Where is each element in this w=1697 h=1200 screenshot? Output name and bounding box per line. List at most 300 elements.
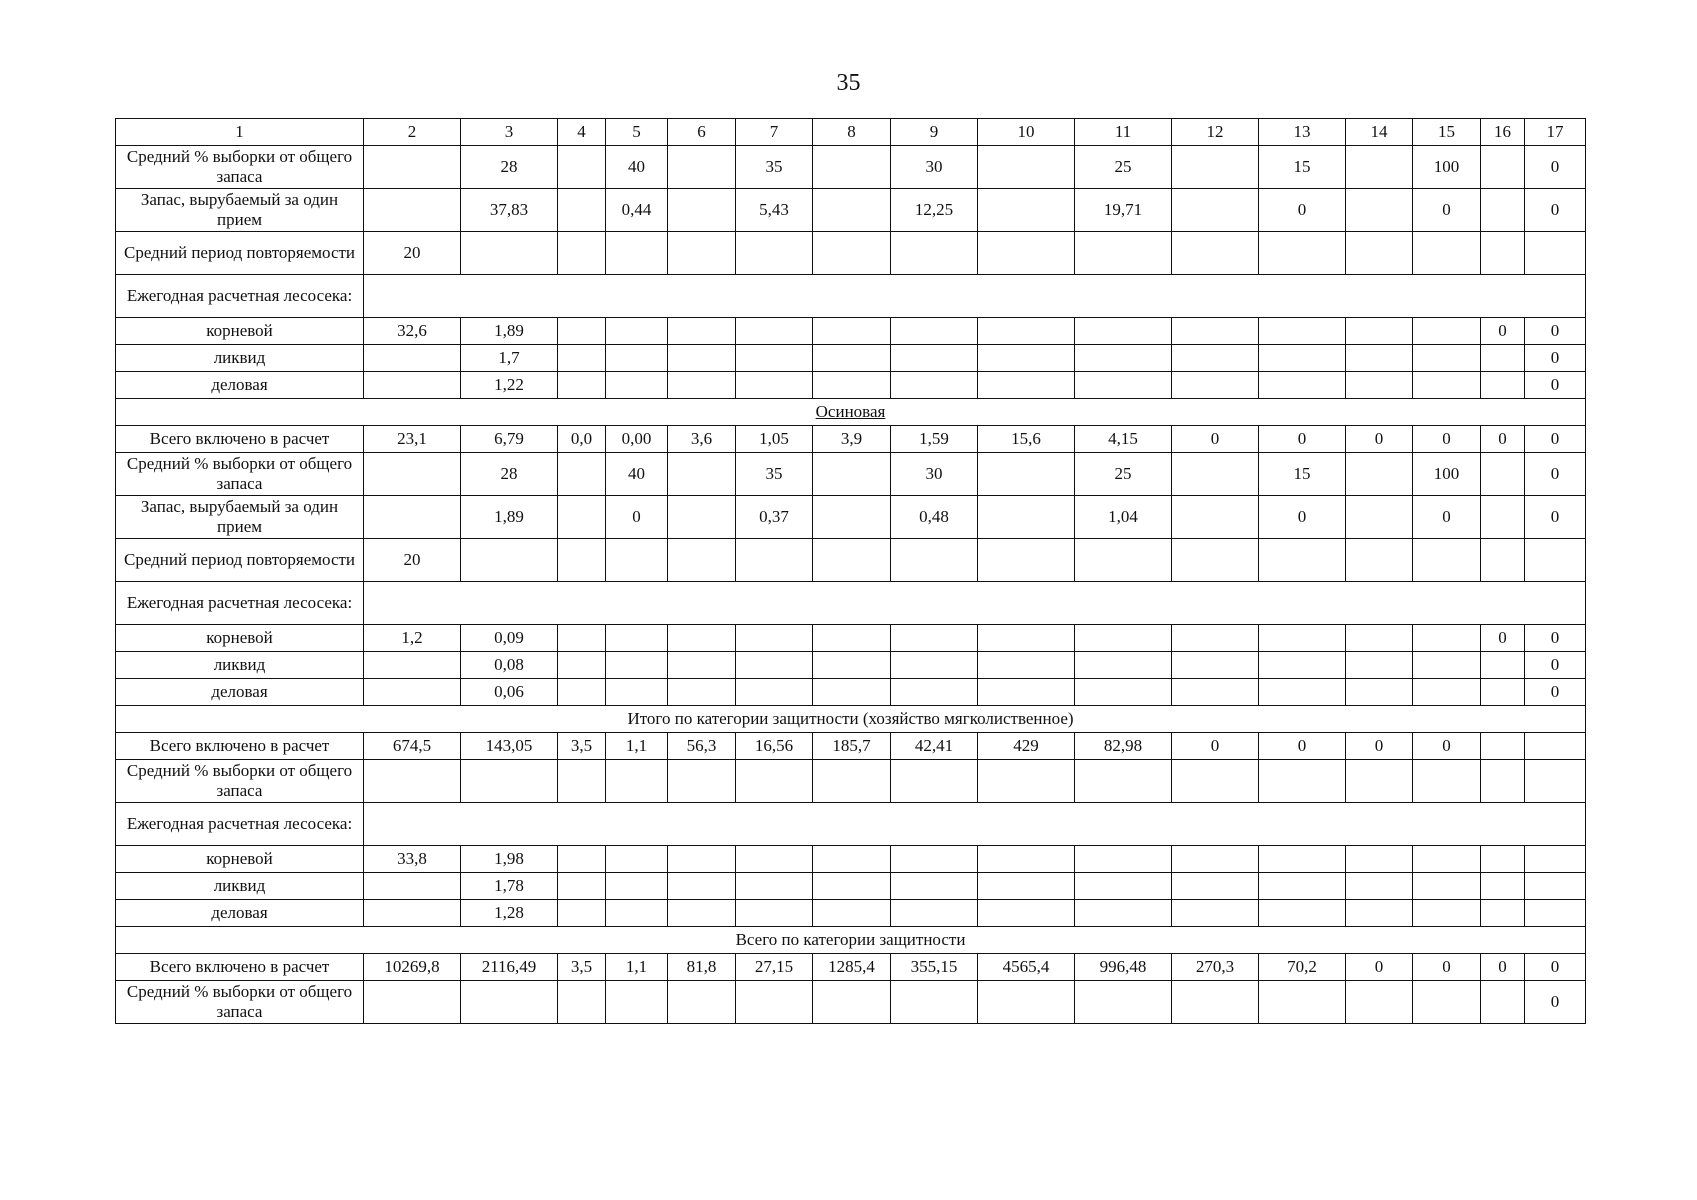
- table-cell: 0: [1413, 733, 1481, 760]
- table-cell: 1,78: [461, 873, 558, 900]
- row-label: Ежегодная расчетная лесосека:: [116, 275, 364, 318]
- table-cell: [1481, 846, 1525, 873]
- table-cell: [668, 372, 736, 399]
- table-cell: [1413, 625, 1481, 652]
- table-cell: 56,3: [668, 733, 736, 760]
- table-cell: [461, 539, 558, 582]
- table-cell: [1413, 760, 1481, 803]
- table-cell: [891, 625, 978, 652]
- table-cell: [1346, 679, 1413, 706]
- table-row: [116, 453, 1586, 496]
- row-label: ликвид: [116, 873, 364, 900]
- table-cell: 12,25: [891, 189, 978, 232]
- column-number-7: 7: [736, 119, 813, 146]
- table-cell: [1346, 652, 1413, 679]
- table-cell: [1259, 345, 1346, 372]
- table-cell: [1259, 318, 1346, 345]
- table-cell: [1172, 453, 1259, 496]
- table-cell: [461, 981, 558, 1024]
- column-number-2: 2: [364, 119, 461, 146]
- table-cell: [1346, 496, 1413, 539]
- table-cell: [668, 189, 736, 232]
- table-cell: 5,43: [736, 189, 813, 232]
- table-cell: [1259, 846, 1346, 873]
- table-cell: [364, 496, 461, 539]
- table-cell: 0: [1172, 733, 1259, 760]
- table-cell: [1413, 652, 1481, 679]
- table-cell: 82,98: [1075, 733, 1172, 760]
- row-label: Средний период повторяемости: [116, 232, 364, 275]
- table-cell: 6,79: [461, 426, 558, 453]
- table-cell: [736, 345, 813, 372]
- row-label: Всего включено в расчет: [116, 954, 364, 981]
- table-cell: [1346, 539, 1413, 582]
- table-cell: 1,7: [461, 345, 558, 372]
- table-cell: [558, 873, 606, 900]
- table-cell: [606, 318, 668, 345]
- table-cell: [1172, 539, 1259, 582]
- table-cell: [1172, 345, 1259, 372]
- table-cell: 0,00: [606, 426, 668, 453]
- table-cell: 0: [1525, 426, 1586, 453]
- table-cell: 100: [1413, 453, 1481, 496]
- column-number-8: 8: [813, 119, 891, 146]
- table-cell: [364, 760, 461, 803]
- table-cell: [606, 625, 668, 652]
- table-cell: [668, 760, 736, 803]
- table-cell: 19,71: [1075, 189, 1172, 232]
- table-cell: 25: [1075, 453, 1172, 496]
- table-cell: [668, 345, 736, 372]
- section-heading: Осиновая: [815, 402, 886, 421]
- table-cell: 0: [1413, 496, 1481, 539]
- table-cell: [1525, 760, 1586, 803]
- table-cell: [813, 900, 891, 927]
- table-cell: [978, 318, 1075, 345]
- table-cell: [1346, 318, 1413, 345]
- table-cell: 25: [1075, 146, 1172, 189]
- section-row: [116, 927, 1586, 954]
- table-cell: [813, 318, 891, 345]
- table-body: [116, 119, 1586, 1024]
- table-cell: [891, 846, 978, 873]
- column-number-3: 3: [461, 119, 558, 146]
- table-cell: 4,15: [1075, 426, 1172, 453]
- table-cell: 32,6: [364, 318, 461, 345]
- table-cell: [1525, 733, 1586, 760]
- table-cell: [1413, 679, 1481, 706]
- header-row: [116, 119, 1586, 146]
- table-cell: [1259, 981, 1346, 1024]
- merged-empty-cell: [364, 582, 1586, 625]
- table-cell: [1075, 372, 1172, 399]
- table-cell: [813, 981, 891, 1024]
- table-cell: [978, 900, 1075, 927]
- table-cell: [1346, 760, 1413, 803]
- table-cell: 0: [1346, 426, 1413, 453]
- table-cell: 0,0: [558, 426, 606, 453]
- table-cell: [1481, 232, 1525, 275]
- table-cell: [1075, 652, 1172, 679]
- table-cell: [558, 372, 606, 399]
- table-cell: 35: [736, 453, 813, 496]
- forest-stock-table: [115, 118, 1586, 1024]
- column-number-1: 1: [116, 119, 364, 146]
- table-cell: 0: [1413, 426, 1481, 453]
- table-cell: 3,9: [813, 426, 891, 453]
- table-cell: 0: [1481, 318, 1525, 345]
- table-row: [116, 760, 1586, 803]
- table-cell: [1346, 846, 1413, 873]
- row-label: Средний % выборки от общего запаса: [116, 453, 364, 496]
- table-cell: 16,56: [736, 733, 813, 760]
- table-cell: [606, 900, 668, 927]
- table-cell: [558, 345, 606, 372]
- table-cell: [813, 760, 891, 803]
- section-heading-cell: [116, 927, 1586, 954]
- table-cell: 4565,4: [978, 954, 1075, 981]
- table-cell: 40: [606, 146, 668, 189]
- table-cell: [1481, 496, 1525, 539]
- table-cell: [364, 679, 461, 706]
- table-row: [116, 372, 1586, 399]
- table-cell: 185,7: [813, 733, 891, 760]
- table-cell: [978, 652, 1075, 679]
- table-cell: [978, 873, 1075, 900]
- table-cell: [668, 846, 736, 873]
- table-cell: 0: [1525, 372, 1586, 399]
- table-cell: 0: [1525, 345, 1586, 372]
- table-cell: [668, 318, 736, 345]
- table-cell: [1172, 372, 1259, 399]
- table-cell: [1172, 679, 1259, 706]
- row-label: Средний % выборки от общего запаса: [116, 146, 364, 189]
- table-cell: [1525, 873, 1586, 900]
- table-cell: [736, 232, 813, 275]
- table-cell: 0: [1481, 954, 1525, 981]
- section-row: [116, 399, 1586, 426]
- table-cell: 15,6: [978, 426, 1075, 453]
- table-cell: 0,09: [461, 625, 558, 652]
- column-number-9: 9: [891, 119, 978, 146]
- row-label: деловая: [116, 679, 364, 706]
- table-cell: [1481, 760, 1525, 803]
- table-cell: 20: [364, 539, 461, 582]
- table-cell: [668, 652, 736, 679]
- table-row: [116, 189, 1586, 232]
- table-cell: [364, 372, 461, 399]
- table-cell: [736, 846, 813, 873]
- table-cell: [736, 625, 813, 652]
- table-cell: 0,08: [461, 652, 558, 679]
- row-label: Запас, вырубаемый за один прием: [116, 189, 364, 232]
- table-cell: 3,6: [668, 426, 736, 453]
- table-cell: [891, 652, 978, 679]
- table-cell: [978, 496, 1075, 539]
- table-cell: [668, 146, 736, 189]
- table-cell: [1075, 679, 1172, 706]
- table-cell: 1,2: [364, 625, 461, 652]
- table-cell: [1525, 900, 1586, 927]
- table-cell: [606, 679, 668, 706]
- table-cell: 0: [1481, 426, 1525, 453]
- table-cell: 1285,4: [813, 954, 891, 981]
- table-cell: [813, 146, 891, 189]
- table-cell: [1346, 981, 1413, 1024]
- table-cell: [558, 318, 606, 345]
- table-cell: 0: [1525, 189, 1586, 232]
- table-cell: [606, 232, 668, 275]
- table-row: [116, 345, 1586, 372]
- row-label: Ежегодная расчетная лесосека:: [116, 803, 364, 846]
- table-cell: [558, 900, 606, 927]
- table-cell: 30: [891, 453, 978, 496]
- table-cell: [461, 232, 558, 275]
- table-cell: 143,05: [461, 733, 558, 760]
- table-cell: 30: [891, 146, 978, 189]
- table-cell: [606, 372, 668, 399]
- table-row: [116, 900, 1586, 927]
- table-cell: [364, 345, 461, 372]
- table-cell: 0: [1525, 981, 1586, 1024]
- table-cell: [558, 625, 606, 652]
- table-cell: 0,44: [606, 189, 668, 232]
- row-label: ликвид: [116, 345, 364, 372]
- table-cell: [364, 453, 461, 496]
- table-cell: [891, 981, 978, 1024]
- section-heading-cell: [116, 399, 1586, 426]
- table-cell: [1481, 679, 1525, 706]
- table-cell: [668, 981, 736, 1024]
- table-row: [116, 803, 1586, 846]
- table-cell: 1,04: [1075, 496, 1172, 539]
- row-label: ликвид: [116, 652, 364, 679]
- row-label: деловая: [116, 372, 364, 399]
- row-label: Средний % выборки от общего запаса: [116, 981, 364, 1024]
- table-cell: [978, 453, 1075, 496]
- table-row: [116, 275, 1586, 318]
- table-cell: [813, 625, 891, 652]
- table-cell: 0: [1413, 954, 1481, 981]
- table-cell: [1075, 232, 1172, 275]
- table-cell: [1413, 372, 1481, 399]
- table-cell: 100: [1413, 146, 1481, 189]
- table-cell: [891, 900, 978, 927]
- table-cell: [364, 652, 461, 679]
- table-cell: [606, 652, 668, 679]
- table-cell: [1172, 760, 1259, 803]
- table-cell: 0: [1259, 426, 1346, 453]
- column-number-10: 10: [978, 119, 1075, 146]
- table-cell: [891, 760, 978, 803]
- table-cell: [1481, 652, 1525, 679]
- table-cell: [558, 453, 606, 496]
- table-cell: [1346, 372, 1413, 399]
- section-row: [116, 706, 1586, 733]
- table-cell: [364, 981, 461, 1024]
- table-row: [116, 146, 1586, 189]
- table-cell: [1075, 318, 1172, 345]
- table-cell: [891, 345, 978, 372]
- table-cell: 429: [978, 733, 1075, 760]
- table-cell: [978, 345, 1075, 372]
- table-cell: [813, 873, 891, 900]
- table-cell: [891, 679, 978, 706]
- table-row: [116, 873, 1586, 900]
- column-number-12: 12: [1172, 119, 1259, 146]
- table-cell: [1346, 345, 1413, 372]
- table-cell: 355,15: [891, 954, 978, 981]
- column-number-17: 17: [1525, 119, 1586, 146]
- table-cell: [606, 846, 668, 873]
- table-cell: [736, 981, 813, 1024]
- table-cell: [978, 372, 1075, 399]
- table-cell: 1,1: [606, 954, 668, 981]
- table-cell: [1075, 345, 1172, 372]
- table-cell: [558, 189, 606, 232]
- row-label: корневой: [116, 318, 364, 345]
- table-cell: [668, 679, 736, 706]
- table-cell: [1259, 539, 1346, 582]
- table-cell: 28: [461, 453, 558, 496]
- table-cell: [606, 345, 668, 372]
- table-cell: [978, 539, 1075, 582]
- table-cell: [461, 760, 558, 803]
- table-cell: [1525, 846, 1586, 873]
- column-number-4: 4: [558, 119, 606, 146]
- table-cell: [1481, 733, 1525, 760]
- table-row: [116, 846, 1586, 873]
- table-cell: [736, 652, 813, 679]
- table-cell: 1,28: [461, 900, 558, 927]
- table-cell: [891, 873, 978, 900]
- table-cell: [1346, 873, 1413, 900]
- table-cell: [1075, 760, 1172, 803]
- table-cell: [1172, 900, 1259, 927]
- table-cell: [736, 679, 813, 706]
- table-cell: 0: [1525, 679, 1586, 706]
- table-cell: [668, 625, 736, 652]
- table-cell: [813, 652, 891, 679]
- table-cell: [813, 679, 891, 706]
- row-label: Средний период повторяемости: [116, 539, 364, 582]
- table-cell: [978, 189, 1075, 232]
- table-cell: [813, 453, 891, 496]
- section-heading: Итого по категории защитности (хозяйство мягколиственное): [627, 709, 1074, 728]
- table-row: [116, 426, 1586, 453]
- table-cell: [978, 625, 1075, 652]
- table-cell: [668, 496, 736, 539]
- page-number: 35: [836, 70, 861, 96]
- table-cell: 33,8: [364, 846, 461, 873]
- table-cell: [891, 539, 978, 582]
- table-cell: [1259, 372, 1346, 399]
- row-label: Ежегодная расчетная лесосека:: [116, 582, 364, 625]
- table-cell: 1,1: [606, 733, 668, 760]
- row-label: Средний % выборки от общего запаса: [116, 760, 364, 803]
- table-cell: [1346, 146, 1413, 189]
- table-cell: [1259, 900, 1346, 927]
- table-cell: [891, 232, 978, 275]
- table-cell: [558, 652, 606, 679]
- table-cell: [978, 846, 1075, 873]
- table-cell: [813, 345, 891, 372]
- column-number-14: 14: [1346, 119, 1413, 146]
- table-cell: [891, 372, 978, 399]
- table-cell: [364, 900, 461, 927]
- table-cell: [1481, 372, 1525, 399]
- table-cell: [364, 146, 461, 189]
- table-cell: 15: [1259, 146, 1346, 189]
- table-cell: [1413, 846, 1481, 873]
- table-cell: [1346, 625, 1413, 652]
- table-cell: [891, 318, 978, 345]
- table-cell: [1259, 625, 1346, 652]
- row-label: Всего включено в расчет: [116, 426, 364, 453]
- table-row: [116, 679, 1586, 706]
- table-cell: 0,06: [461, 679, 558, 706]
- table-row: [116, 496, 1586, 539]
- table-cell: [736, 539, 813, 582]
- table-cell: [1525, 539, 1586, 582]
- table-cell: [668, 453, 736, 496]
- table-cell: [364, 189, 461, 232]
- table-cell: 27,15: [736, 954, 813, 981]
- table-row: [116, 625, 1586, 652]
- table-cell: 0: [1346, 954, 1413, 981]
- table-row: [116, 652, 1586, 679]
- table-cell: 81,8: [668, 954, 736, 981]
- table-cell: [1525, 232, 1586, 275]
- table-cell: 28: [461, 146, 558, 189]
- table-row: [116, 318, 1586, 345]
- table-cell: [668, 873, 736, 900]
- table-cell: 42,41: [891, 733, 978, 760]
- table-cell: [1346, 232, 1413, 275]
- table-cell: [1172, 189, 1259, 232]
- table-cell: 35: [736, 146, 813, 189]
- table-cell: 0: [1525, 652, 1586, 679]
- table-cell: [1172, 873, 1259, 900]
- table-cell: [606, 760, 668, 803]
- table-cell: 1,98: [461, 846, 558, 873]
- table-cell: 70,2: [1259, 954, 1346, 981]
- table-cell: [813, 539, 891, 582]
- table-cell: 0: [1525, 496, 1586, 539]
- table-cell: 0,37: [736, 496, 813, 539]
- table-row: [116, 582, 1586, 625]
- table-row: [116, 981, 1586, 1024]
- table-cell: 20: [364, 232, 461, 275]
- table-cell: 40: [606, 453, 668, 496]
- table-cell: 0: [1259, 496, 1346, 539]
- table-cell: 2116,49: [461, 954, 558, 981]
- section-heading: Всего по категории защитности: [735, 930, 966, 949]
- table-cell: [606, 981, 668, 1024]
- table-row: [116, 954, 1586, 981]
- table-cell: [736, 900, 813, 927]
- table-cell: [1172, 318, 1259, 345]
- column-number-5: 5: [606, 119, 668, 146]
- table-cell: [558, 981, 606, 1024]
- table-cell: [1346, 453, 1413, 496]
- table-cell: [1413, 345, 1481, 372]
- table-cell: 3,5: [558, 954, 606, 981]
- table-cell: [1346, 189, 1413, 232]
- table-cell: [1075, 539, 1172, 582]
- table-cell: 15: [1259, 453, 1346, 496]
- table-cell: [1259, 760, 1346, 803]
